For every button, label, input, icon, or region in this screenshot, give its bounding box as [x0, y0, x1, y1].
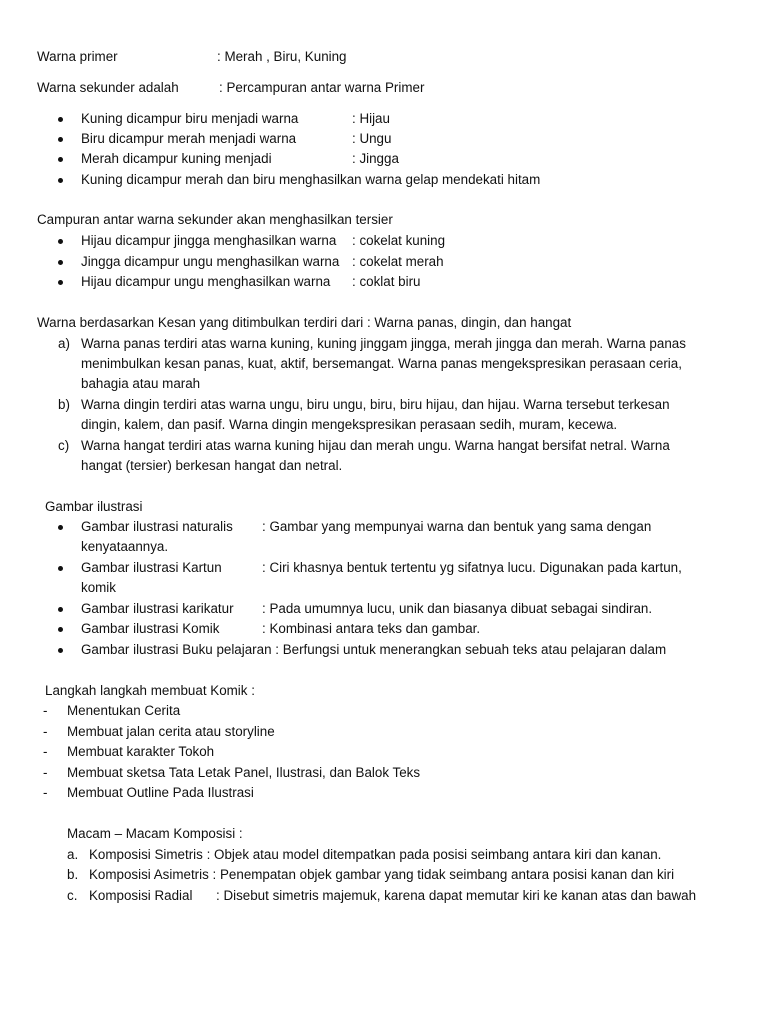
primer-line: [37, 47, 347, 68]
list-item: Kuning dicampur biru menjadi warna : Hijau: [81, 111, 390, 126]
bullet-icon: [58, 137, 63, 142]
ilustrasi-heading: Gambar ilustrasi: [45, 499, 143, 514]
list-item: Merah dicampur kuning menjadi : Jingga: [81, 151, 399, 166]
bullet-icon: [58, 566, 63, 571]
bullet-icon: [58, 648, 63, 653]
bullet-icon: [58, 607, 63, 612]
list-item-line: Warna dingin terdiri atas warna ungu, biru ungu, biru, biru hijau, dan hijau. Warna tersebut terkesan: [81, 397, 670, 412]
dash-marker: -: [43, 724, 48, 739]
sekunder-line: [37, 78, 424, 99]
dash-marker: -: [43, 744, 48, 759]
bullet-icon: [58, 239, 63, 244]
list-marker: a.: [67, 847, 79, 862]
list-item: Komposisi Radial : Disebut simetris majemuk, karena dapat memutar kiri ke kanan atas dan bawah: [89, 888, 697, 903]
langkah-heading: Langkah langkah membuat Komik :: [45, 683, 255, 698]
list-item: Membuat Outline Pada Ilustrasi: [67, 785, 254, 800]
list-item-line: bahagia atau marah: [81, 376, 201, 391]
sekunder-label: Warna sekunder adalah: [37, 80, 179, 95]
list-item-line: Warna hangat terdiri atas warna kuning hijau dan merah ungu. Warna hangat bersifat netral. Warna: [81, 438, 670, 453]
list-item: Membuat sketsa Tata Letak Panel, Ilustrasi, dan Balok Teks: [67, 765, 421, 780]
list-item: Membuat jalan cerita atau storyline: [67, 724, 275, 739]
list-item: Hijau dicampur ungu menghasilkan warna : coklat biru: [81, 274, 421, 289]
list-item: Kuning dicampur merah dan biru menghasilkan warna gelap mendekati hitam: [81, 172, 541, 187]
list-item: Hijau dicampur jingga menghasilkan warna : cokelat kuning: [81, 233, 446, 248]
list-marker: c.: [67, 888, 78, 903]
dash-marker: -: [43, 703, 48, 718]
list-item: Komposisi Simetris : Objek atau model ditempatkan pada posisi seimbang antara kiri dan kanan.: [89, 847, 662, 862]
list-item-cont: komik: [81, 580, 116, 595]
list-item: Gambar ilustrasi karikatur : Pada umumnya lucu, unik dan biasanya dibuat sebagai sindiran.: [81, 601, 653, 616]
list-item: Gambar ilustrasi Komik : Kombinasi antara teks dan gambar.: [81, 621, 481, 636]
list-item-line: dingin, kalem, dan pasif. Warna dingin mengekspresikan perasaan sedih, muram, kecewa.: [81, 417, 618, 432]
bullet-icon: [58, 525, 63, 530]
komposisi-heading: Macam – Macam Komposisi :: [67, 826, 243, 841]
list-item-cont: kenyataannya.: [81, 539, 169, 554]
dash-marker: -: [43, 765, 48, 780]
list-marker: c): [58, 438, 70, 453]
bullet-icon: [58, 157, 63, 162]
list-item-line: menimbulkan kesan panas, kuat, aktif, bersemangat. Warna panas mengekspresikan perasaan ceria,: [81, 356, 682, 371]
kesan-heading: Warna berdasarkan Kesan yang ditimbulkan terdiri dari : Warna panas, dingin, dan hangat: [37, 315, 572, 330]
list-marker: a): [58, 336, 70, 351]
list-item: Gambar ilustrasi Buku pelajaran : Berfungsi untuk menerangkan sebuah teks atau pelajaran dalam: [81, 642, 667, 657]
list-item: Jingga dicampur ungu menghasilkan warna : cokelat merah: [81, 254, 444, 269]
list-item: Biru dicampur merah menjadi warna : Ungu: [81, 131, 392, 146]
list-item: Membuat karakter Tokoh: [67, 744, 215, 759]
primer-label: Warna primer: [37, 49, 118, 64]
list-item-line: Warna panas terdiri atas warna kuning, kuning jinggam jingga, merah jingga dan merah. Warna panas: [81, 336, 686, 351]
bullet-icon: [58, 627, 63, 632]
tersier-heading: Campuran antar warna sekunder akan menghasilkan tersier: [37, 212, 393, 227]
bullet-icon: [58, 178, 63, 183]
bullet-icon: [58, 280, 63, 285]
list-item-line: hangat (tersier) berkesan hangat dan netral.: [81, 458, 343, 473]
list-item: Komposisi Asimetris : Penempatan objek gambar yang tidak seimbang antara posisi kanan dan kiri: [89, 867, 675, 882]
bullet-icon: [58, 117, 63, 122]
primer-value: : Merah , Biru, Kuning: [217, 49, 347, 64]
bullet-icon: [58, 260, 63, 265]
list-item: Gambar ilustrasi naturalis : Gambar yang mempunyai warna dan bentuk yang sama dengan: [81, 519, 652, 534]
dash-marker: -: [43, 785, 48, 800]
list-marker: b): [58, 397, 70, 412]
list-item: Menentukan Cerita: [67, 703, 181, 718]
sekunder-value: : Percampuran antar warna Primer: [219, 80, 425, 95]
list-item: Gambar ilustrasi Kartun : Ciri khasnya bentuk tertentu yg sifatnya lucu. Digunakan pada kartun,: [81, 560, 682, 575]
list-marker: b.: [67, 867, 79, 882]
